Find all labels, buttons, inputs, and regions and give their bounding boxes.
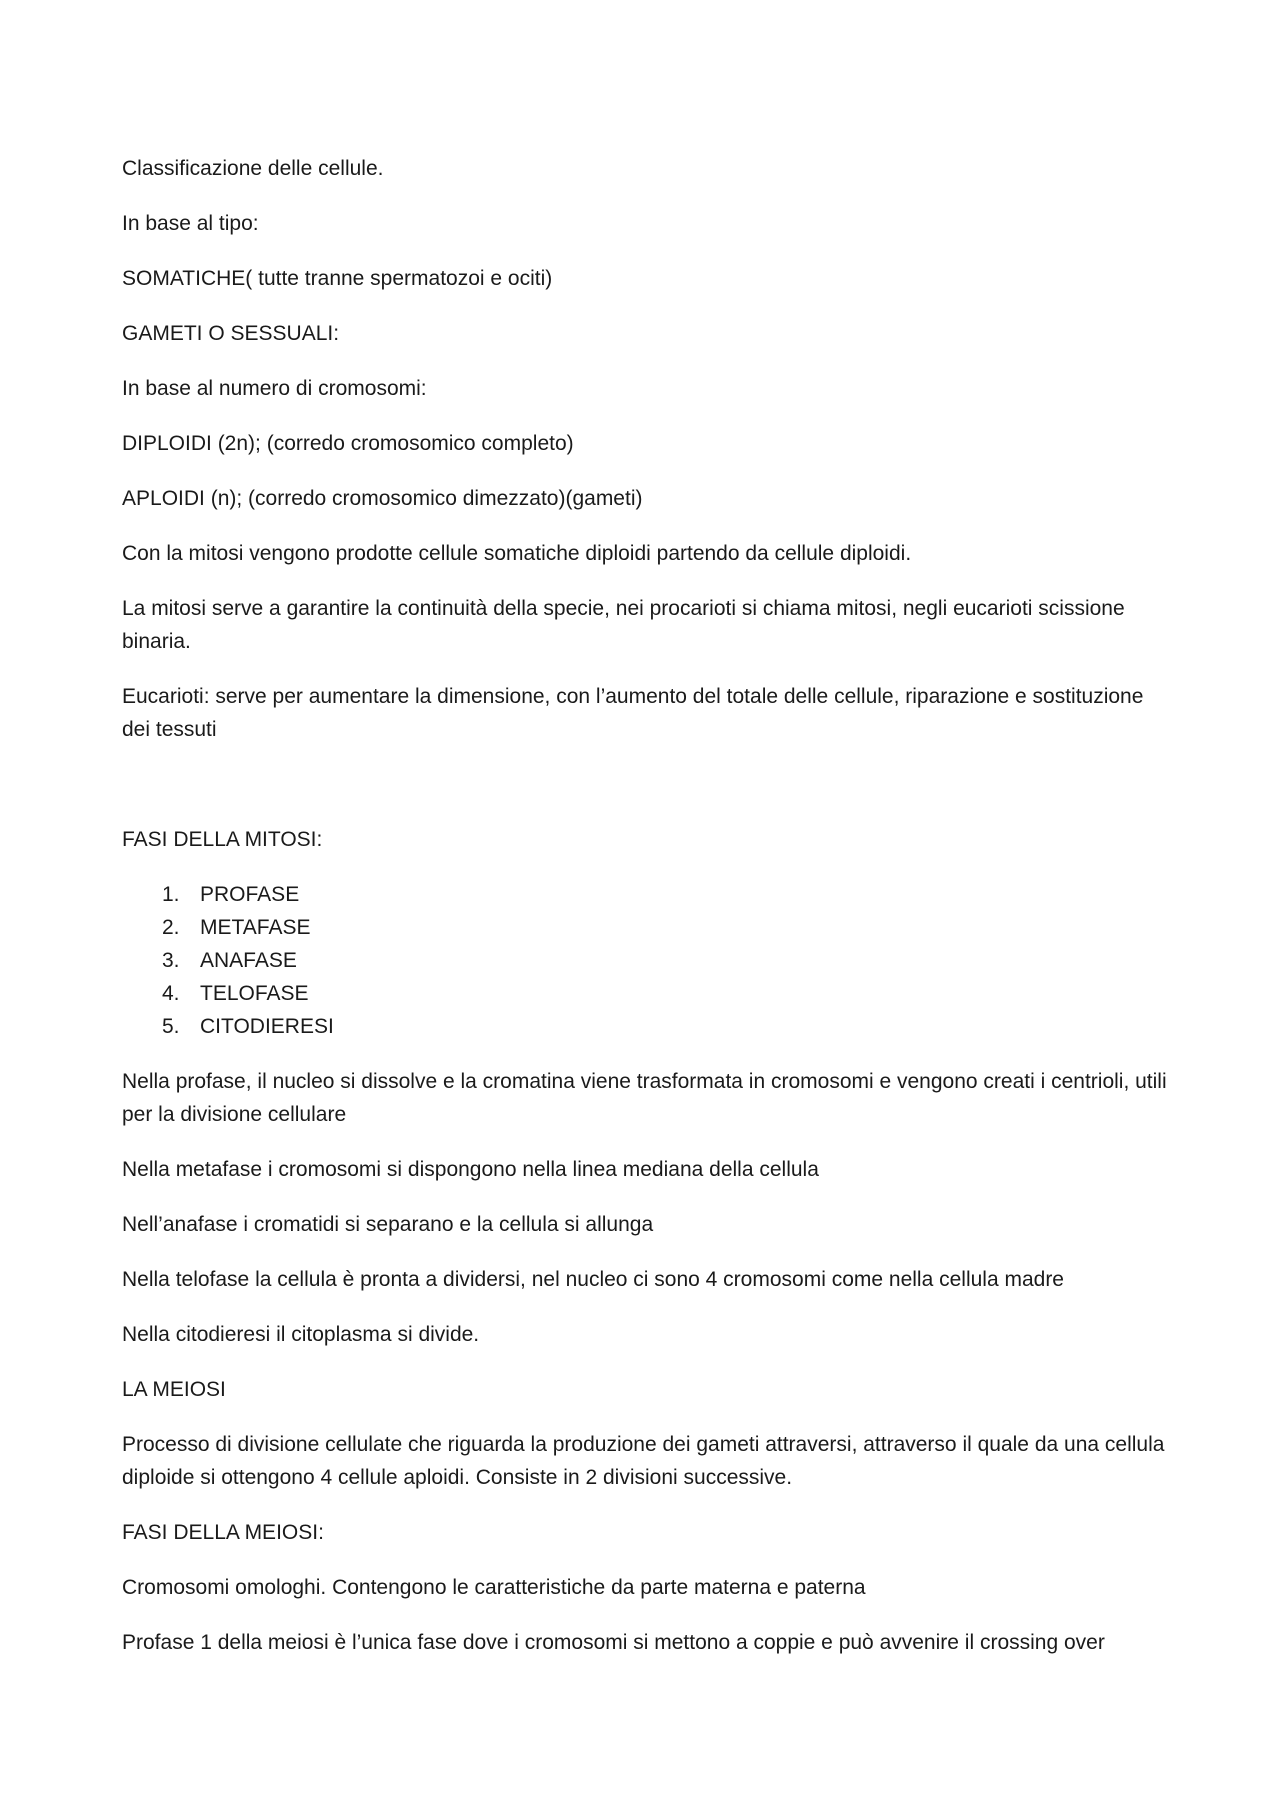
paragraph: Nella citodieresi il citoplasma si divide. — [122, 1323, 480, 1346]
list-item-label: ANAFASE — [200, 949, 297, 972]
paragraph: Profase 1 della meiosi è l’unica fase dove i cromosomi si mettono a coppie e può avvenire il crossing over — [122, 1631, 1105, 1654]
document-body — [122, 152, 1168, 1681]
section-heading-mitosis: FASI DELLA MITOSI: — [122, 828, 323, 851]
list-item — [122, 878, 1168, 911]
blank-line — [122, 768, 1168, 823]
paragraph: Eucarioti: serve per aumentare la dimensione, con l’aumento del totale delle cellule, riparazione e sostituzione dei tessuti — [122, 685, 1144, 741]
list-item — [122, 977, 1168, 1010]
paragraph: Cromosomi omologhi. Contengono le caratteristiche da parte materna e paterna — [122, 1576, 866, 1599]
paragraph: In base al numero di cromosomi: — [122, 377, 427, 400]
mitosis-phase-list — [122, 878, 1168, 1043]
paragraph: Nella metafase i cromosomi si dispongono nella linea mediana della cellula — [122, 1158, 819, 1181]
paragraph: La mitosi serve a garantire la continuità della specie, nei procarioti si chiama mitosi, negli eucarioti scissione binaria. — [122, 597, 1125, 653]
doc-title: Classificazione delle cellule. — [122, 157, 384, 180]
paragraph: Nella profase, il nucleo si dissolve e la cromatina viene trasformata in cromosomi e vengono creati i centrioli, utili per la divisione cellulare — [122, 1070, 1167, 1126]
paragraph: Con la mitosi vengono prodotte cellule somatiche diploidi partendo da cellule diploidi. — [122, 542, 912, 565]
section-heading-meiosis-phases: FASI DELLA MEIOSI: — [122, 1521, 324, 1544]
list-item-label: CITODIERESI — [200, 1015, 334, 1038]
paragraph: Nell’anafase i cromatidi si separano e la cellula si allunga — [122, 1213, 654, 1236]
list-item — [122, 911, 1168, 944]
list-number: 1. — [162, 883, 180, 906]
paragraph: APLOIDI (n); (corredo cromosomico dimezzato)(gameti) — [122, 487, 643, 510]
paragraph: Nella telofase la cellula è pronta a dividersi, nel nucleo ci sono 4 cromosomi come nella cellula madre — [122, 1268, 1064, 1291]
list-item — [122, 944, 1168, 977]
paragraph: GAMETI O SESSUALI: — [122, 322, 340, 345]
list-number: 3. — [162, 949, 180, 972]
list-item-label: TELOFASE — [200, 982, 309, 1005]
list-item-label: PROFASE — [200, 883, 300, 906]
paragraph: In base al tipo: — [122, 212, 259, 235]
paragraph: Processo di divisione cellulate che riguarda la produzione dei gameti attraversi, attraverso il quale da una cellula diploide si ottengono 4 cellule aploidi. Consiste in 2 divisioni successive. — [122, 1433, 1165, 1489]
list-number: 5. — [162, 1015, 180, 1038]
section-heading-meiosis: LA MEIOSI — [122, 1378, 226, 1401]
paragraph: SOMATICHE( tutte tranne spermatozoi e ociti) — [122, 267, 553, 290]
list-number: 2. — [162, 916, 180, 939]
list-number: 4. — [162, 982, 180, 1005]
list-item-label: METAFASE — [200, 916, 311, 939]
paragraph: DIPLOIDI (2n); (corredo cromosomico completo) — [122, 432, 574, 455]
list-item — [122, 1010, 1168, 1043]
